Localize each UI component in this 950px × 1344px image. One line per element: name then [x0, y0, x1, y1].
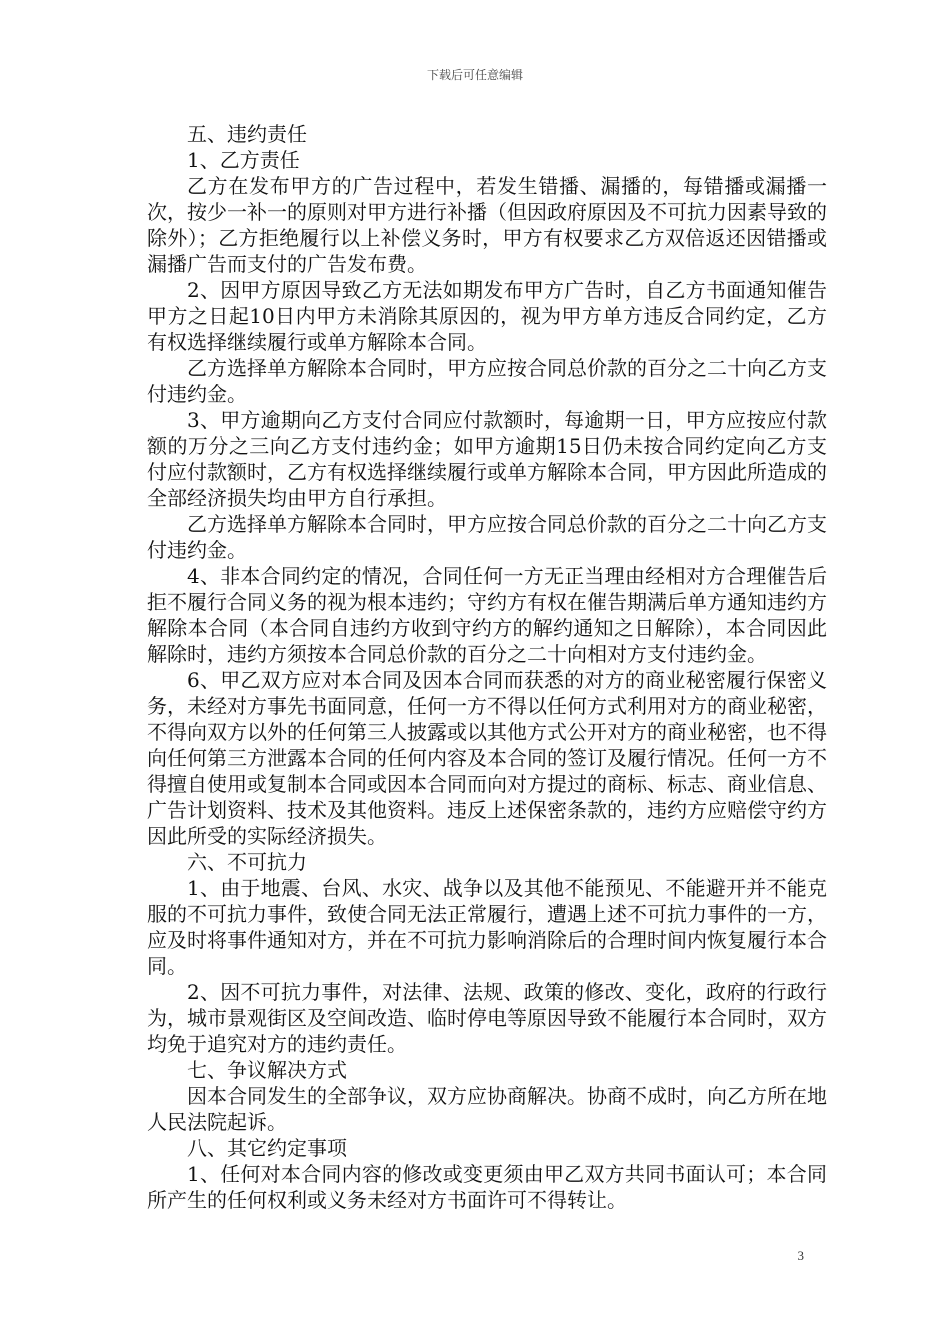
- paragraph: 2、因不可抗力事件，对法律、法规、政策的修改、变化，政府的行政行为，城市景观街区及空间改造、临时停电等原因导致不能履行本合同时，双方均免于追究对方的违约责任。: [147, 980, 827, 1056]
- paragraph: 2、因甲方原因导致乙方无法如期发布甲方广告时，自乙方书面通知催告甲方之日起10日内甲方未消除其原因的，视为甲方单方违反合同约定，乙方有权选择继续履行或单方解除本合同。: [147, 278, 827, 354]
- paragraph: 1、由于地震、台风、水灾、战争以及其他不能预见、不能避开并不能克服的不可抗力事件，致使合同无法正常履行，遭遇上述不可抗力事件的一方，应及时将事件通知对方，并在不可抗力影响消除后的合理时间内恢复履行本合同。: [147, 876, 827, 978]
- paragraph: 1、任何对本合同内容的修改或变更须由甲乙双方共同书面认可；本合同所产生的任何权利或义务未经对方书面许可不得转让。: [147, 1162, 827, 1212]
- subsection-heading-party-b: 1、乙方责任: [187, 148, 300, 172]
- paragraph: 乙方在发布甲方的广告过程中，若发生错播、漏播的，每错播或漏播一次，按少一补一的原则对甲方进行补播（但因政府原因及不可抗力因素导致的除外）；乙方拒绝履行以上补偿义务时，甲方有权要求乙方双倍返还因错播或漏播广告而支付的广告发布费。: [147, 174, 827, 276]
- paragraph: 乙方选择单方解除本合同时，甲方应按合同总价款的百分之二十向乙方支付违约金。: [147, 512, 827, 562]
- paragraph: 4、非本合同约定的情况，合同任何一方无正当理由经相对方合理催告后拒不履行合同义务的视为根本违约；守约方有权在催告期满后单方通知违约方解除本合同（本合同自违约方收到守约方的解约通知之日解除），本合同因此解除时，违约方须按本合同总价款的百分之二十向相对方支付违约金。: [147, 564, 827, 666]
- paragraph: 6、甲乙双方应对本合同及因本合同而获悉的对方的商业秘密履行保密义务，未经对方事先书面同意，任何一方不得以任何方式利用对方的商业秘密，不得向双方以外的任何第三人披露或以其他方式公开对方的商业秘密，也不得向任何第三方泄露本合同的任何内容及本合同的签订及履行情况。任何一方不得擅自使用或复制本合同或因本合同而向对方提过的商标、标志、商业信息、广告计划资料、技术及其他资料。违反上述保密条款的，违约方应赔偿守约方因此所受的实际经济损失。: [147, 668, 827, 848]
- paragraph: 因本合同发生的全部争议，双方应协商解决。协商不成时，向乙方所在地人民法院起诉。: [147, 1084, 827, 1134]
- paragraph: 3、甲方逾期向乙方支付合同应付款额时，每逾期一日，甲方应按应付款额的万分之三向乙方支付违约金；如甲方逾期15日仍未按合同约定向乙方支付应付款额时，乙方有权选择继续履行或单方解除本合同，甲方因此所造成的全部经济损失均由甲方自行承担。: [147, 408, 827, 510]
- document-body: [147, 121, 827, 1213]
- section-heading-other: 八、其它约定事项: [187, 1136, 347, 1160]
- paragraph: 乙方选择单方解除本合同时，甲方应按合同总价款的百分之二十向乙方支付违约金。: [147, 356, 827, 406]
- section-heading-dispute: 七、争议解决方式: [187, 1058, 347, 1082]
- section-heading-force-majeure: 六、不可抗力: [187, 850, 307, 874]
- page-header: 下载后可任意编辑: [426, 68, 523, 82]
- section-heading-breach: 五、违约责任: [187, 122, 307, 146]
- page-number: 3: [797, 1248, 804, 1263]
